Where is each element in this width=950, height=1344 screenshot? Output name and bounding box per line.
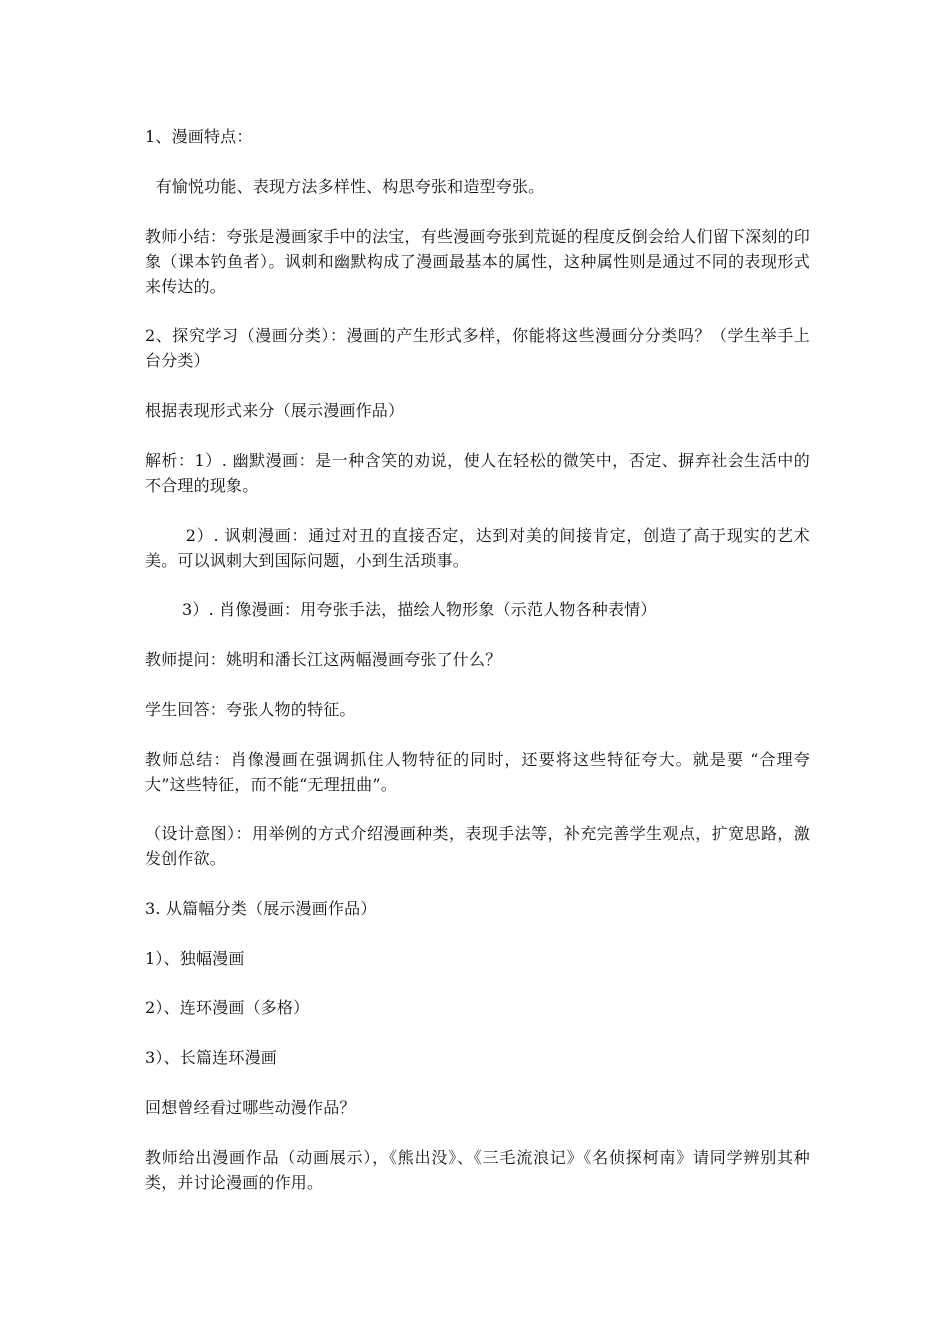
recall-question: 回想曾经看过哪些动漫作品？ — [145, 1098, 356, 1117]
list-item-multi-panel: 2）、连环漫画（多格） — [145, 998, 310, 1017]
list-item-single-panel: 1）、独幅漫画 — [145, 949, 245, 968]
classification-by-form: 根据表现形式来分（展示漫画作品） — [145, 401, 405, 420]
classification-by-length: 3. 从篇幅分类（展示漫画作品） — [145, 899, 377, 918]
teacher-examples-paragraph: 教师给出漫画作品（动画展示），《熊出没》、《三毛流浪记》《名侦探柯南》请同学辨别其种类，并讨论漫画的作用。 — [145, 1148, 810, 1192]
analysis-portrait-comics: 3）. 肖像漫画：用夸张手法，描绘人物形象（示范人物各种表情） — [145, 600, 657, 619]
teacher-question: 教师提问：姚明和潘长江这两幅漫画夸张了什么？ — [145, 650, 502, 669]
inquiry-learning-paragraph: 2、探究学习（漫画分类）：漫画的产生形式多样，你能将这些漫画分分类吗？（学生举手上台分类） — [145, 326, 810, 370]
teacher-conclusion: 教师总结：肖像漫画在强调抓住人物特征的同时，还要将这些特征夸大。就是要 “合理夸大”这些特征，而不能“无理扭曲”。 — [145, 750, 810, 794]
features-description: 有愉悦功能、表现方法多样性、构思夸张和造型夸张。 — [145, 177, 545, 196]
analysis-satire-comics: 2）. 讽刺漫画：通过对丑的直接否定，达到对美的间接肯定，创造了高于现实的艺术美。可以讽刺大到国际问题，小到生活琐事。 — [145, 526, 810, 570]
list-item-long-serial: 3）、长篇连环漫画 — [145, 1048, 277, 1067]
section-heading-features: 1、漫画特点： — [145, 127, 253, 146]
analysis-humor-comics: 解析：1）. 幽默漫画：是一种含笑的劝说，使人在轻松的微笑中，否定、摒弃社会生活中的不合理的现象。 — [145, 451, 810, 495]
student-answer: 学生回答：夸张人物的特征。 — [145, 700, 356, 719]
design-intent: （设计意图）：用举例的方式介绍漫画种类，表现手法等，补充完善学生观点，扩宽思路，激发创作欲。 — [145, 824, 810, 868]
teacher-summary-paragraph: 教师小结：夸张是漫画家手中的法宝，有些漫画夸张到荒诞的程度反倒会给人们留下深刻的印象（课本钓鱼者）。讽刺和幽默构成了漫画最基本的属性，这种属性则是通过不同的表现形式来传达的。 — [145, 227, 810, 296]
